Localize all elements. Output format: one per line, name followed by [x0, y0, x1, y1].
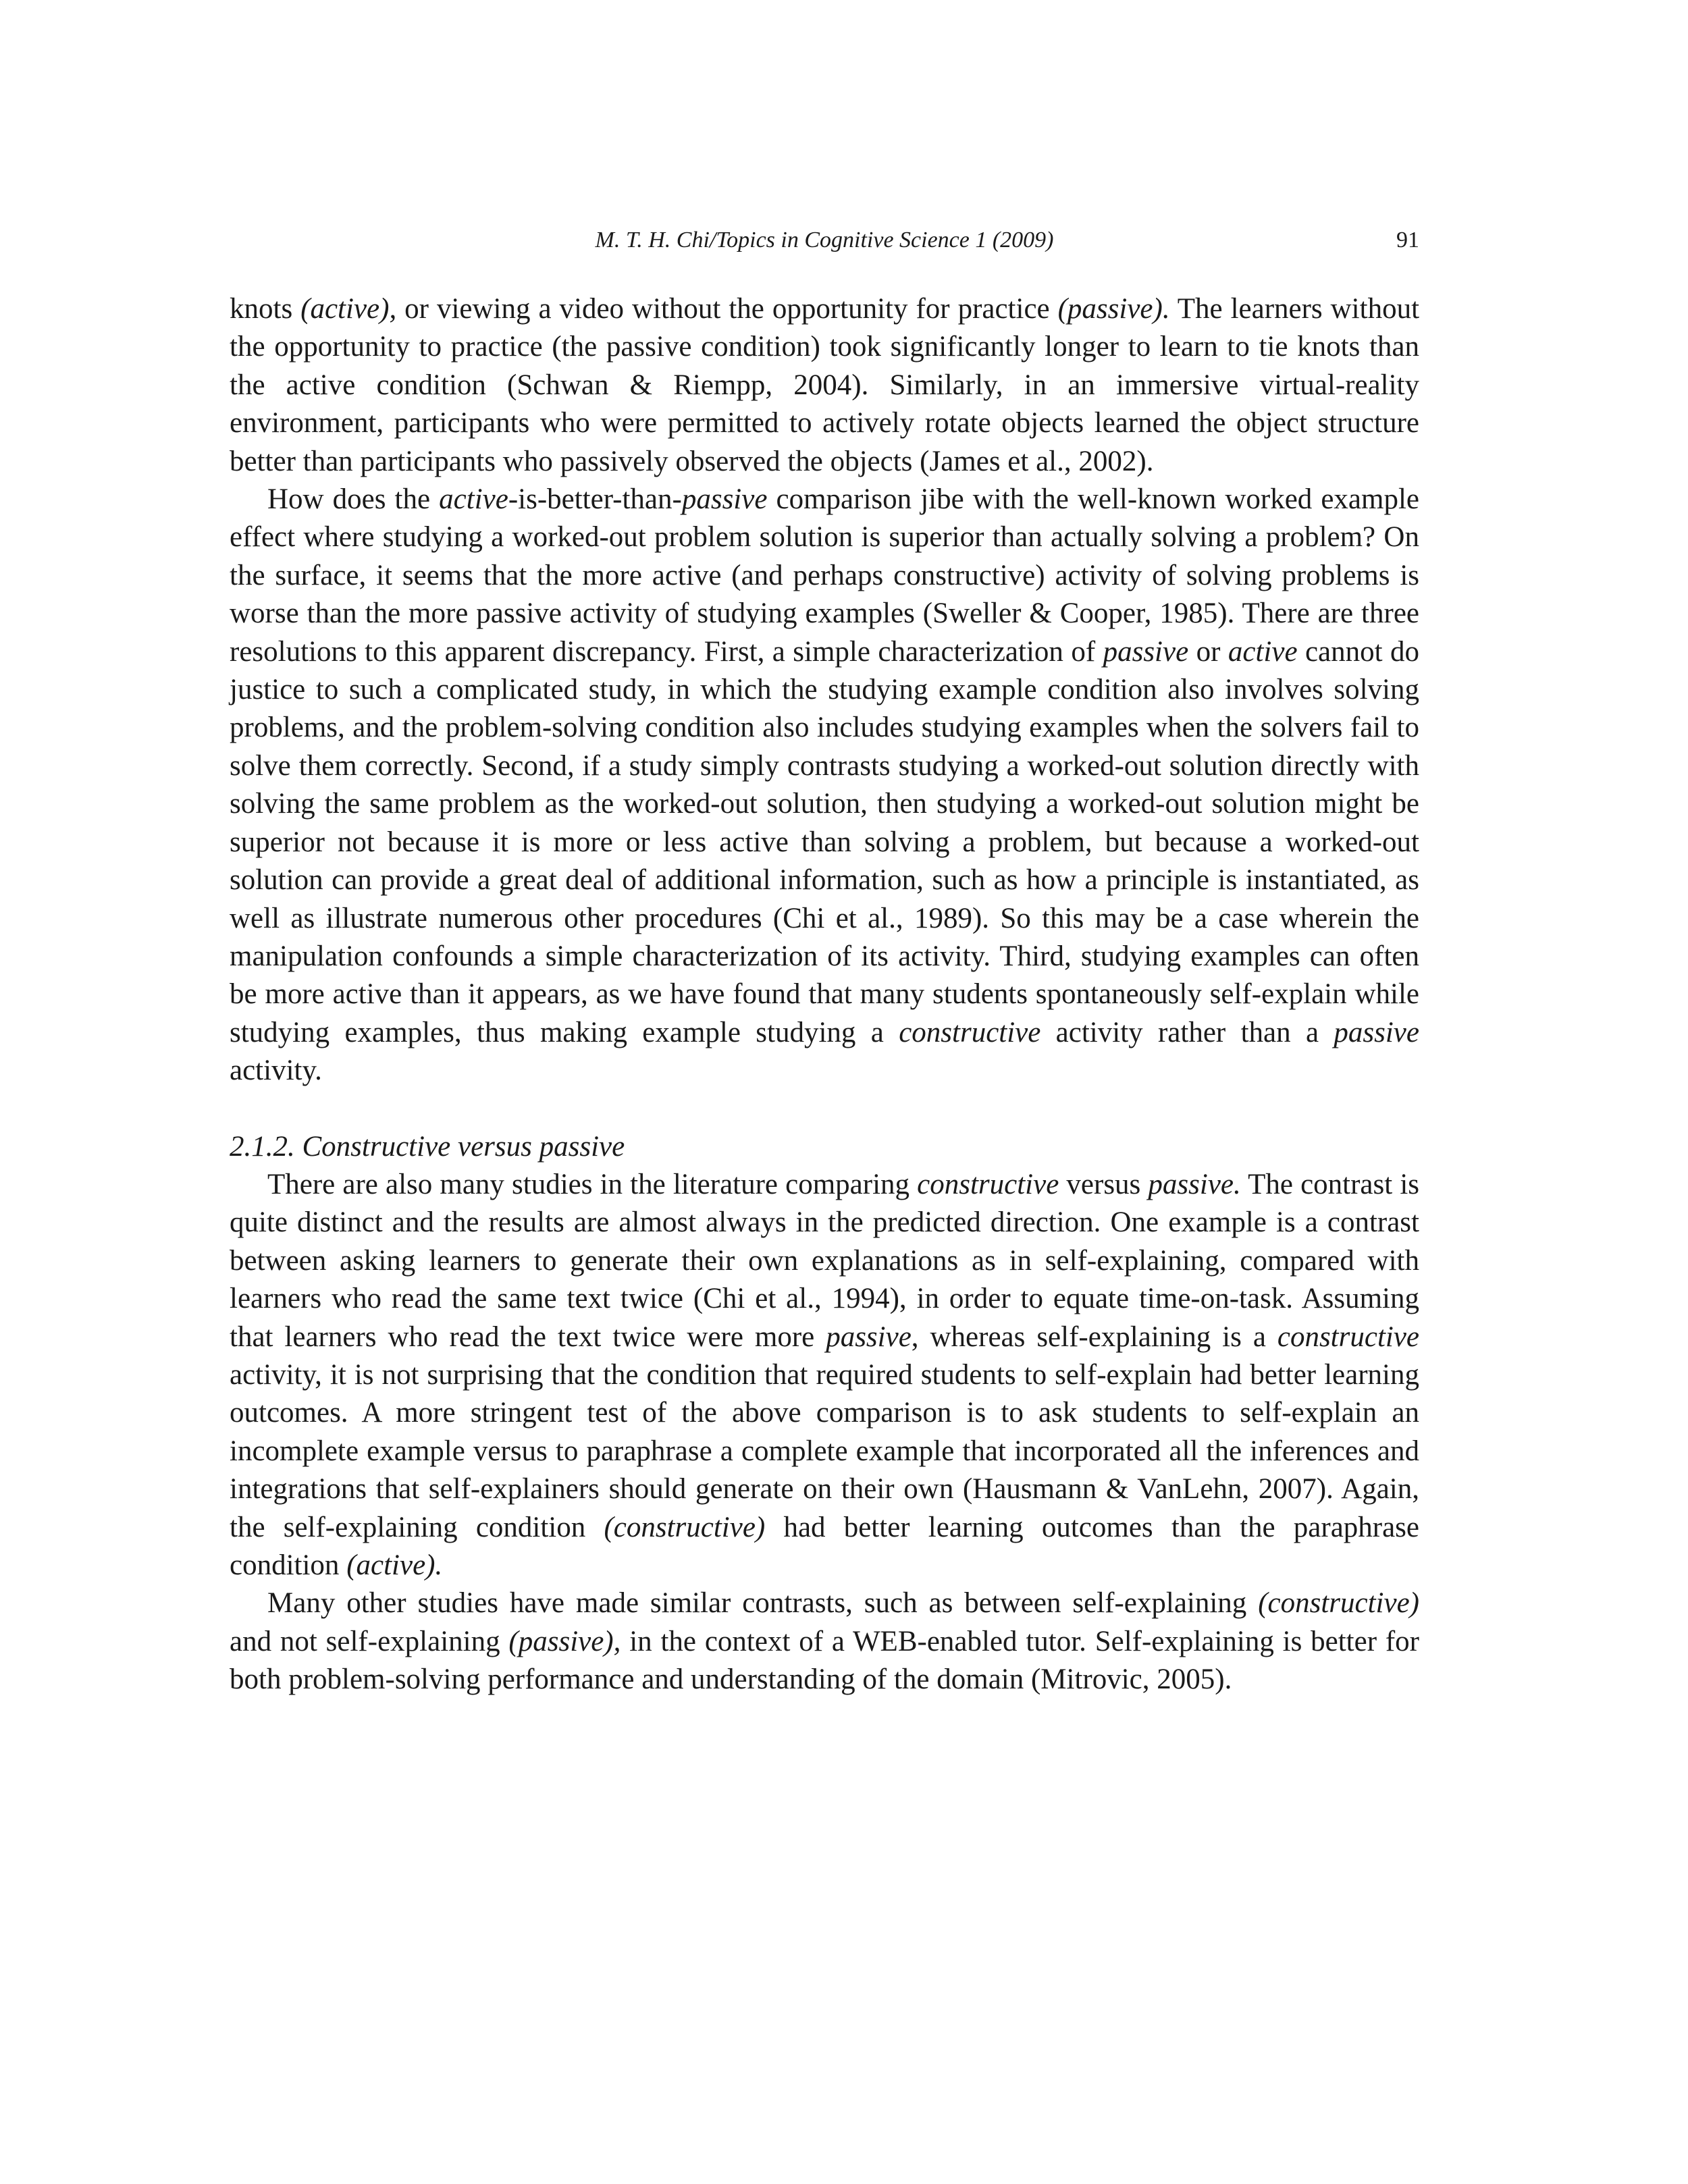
text-run: -is-better-than-	[508, 483, 682, 516]
running-head	[230, 221, 1419, 259]
italic-run: (active).	[346, 1549, 443, 1581]
italic-run: passive	[1334, 1016, 1419, 1048]
text-run: in the context of a WEB-enabled tutor. Self-explaining is better for both problem-solving performance and understanding of the domain (Mitrovic, 2005).	[230, 1625, 1419, 1696]
text-run: The learners without the opportunity to practice (the passive condition) took significantly longer to learn to tie knots than the active condition (Schwan & Riempp, 2004). Similarly, in an immersive virtual-reality environment, participants who were permitted to actively rotate objects learned the object structure better than participants who passively observed the objects (James et al., 2002).	[230, 293, 1420, 477]
text-run: How does the	[267, 483, 440, 516]
page-number: 91	[1396, 228, 1419, 252]
italic-run: active	[1228, 635, 1298, 668]
text-run: , whereas self-explaining is a	[911, 1321, 1277, 1353]
italic-run: constructive	[899, 1016, 1041, 1048]
journal-citation: M. T. H. Chi/Topics in Cognitive Science 1 (2009)	[595, 228, 1054, 252]
text-run: activity rather than a	[1040, 1016, 1334, 1048]
text-run: activity.	[230, 1055, 322, 1087]
italic-run: active	[439, 483, 508, 516]
article-body	[230, 290, 1419, 1699]
italic-run: passive	[1103, 635, 1189, 668]
text-run: knots	[230, 293, 301, 325]
italic-run: (passive).	[1057, 293, 1170, 325]
paragraph	[230, 481, 1419, 1090]
text-run: had better learning outcomes than the paraphrase condition	[230, 1511, 1420, 1581]
italic-run: (constructive)	[604, 1511, 766, 1543]
paragraph	[230, 1584, 1419, 1699]
text-run: cannot do justice to such a complicated study, in which the studying example condition also involves solving problems, and the problem-solving condition also includes studying examples when the solvers fail to solve them correctly. Second, if a study simply contrasts studying a worked-out solution directly with solving the same problem as the worked-out solution, then studying a worked-out solution might be superior not because it is more or less active than solving a problem, but because a worked-out solution can provide a great deal of additional information, such as how a principle is instantiated, as well as illustrate numerous other procedures (Chi et al., 1989). So this may be a case wherein the manipulation confounds a simple characterization of its activity. Third, studying examples can often be more active than it appears, as we have found that many students spontaneously self-explain while studying examples, thus making example studying a	[230, 635, 1420, 1048]
italic-run: (passive),	[508, 1625, 621, 1657]
text-run: and not self-explaining	[230, 1625, 509, 1657]
paragraph	[230, 1166, 1419, 1584]
text-run: or	[1188, 635, 1228, 668]
italic-run: passive.	[1148, 1168, 1241, 1200]
text-run: activity, it is not surprising that the condition that required students to self-explain had better learning outcomes. A more stringent test of the above comparison is to ask students to self-explain an incomplete example versus to paraphrase a complete example that incorporated all the inferences and integrations that self-explainers should generate on their own (Hausmann & VanLehn, 2007). Again, the self-explaining condition	[230, 1358, 1419, 1543]
text-run: The contrast is quite distinct and the results are almost always in the predicted direction. One example is a contrast between asking learners to generate their own explanations as in self-explaining, compared with learners who read the same text twice (Chi et al., 1994), in order to equate time-on-task. Assuming that learners who read the text twice were more	[230, 1168, 1420, 1353]
italic-run: (active),	[300, 293, 397, 325]
text-run: versus	[1059, 1168, 1149, 1200]
paragraph	[230, 290, 1419, 481]
section-heading: 2.1.2. Constructive versus passive	[230, 1130, 625, 1163]
italic-run: constructive	[1277, 1321, 1420, 1353]
italic-run: constructive	[917, 1168, 1059, 1200]
italic-run: passive	[681, 483, 768, 516]
text-run: or viewing a video without the opportunity for practice	[396, 293, 1058, 325]
italic-run: (constructive)	[1258, 1587, 1419, 1620]
italic-run: passive	[826, 1321, 912, 1353]
text-run: There are also many studies in the literature comparing	[267, 1168, 918, 1200]
text-run: Many other studies have made similar contrasts, such as between self-explaining	[267, 1587, 1259, 1620]
text-run: comparison jibe with the well-known worked example effect where studying a worked-out problem solution is superior than actually solving a problem? On the surface, it seems that the more active (and perhaps constructive) activity of solving problems is worse than the more passive activity of studying examples (Sweller & Cooper, 1985). There are three resolutions to this apparent discrepancy. First, a simple characterization of	[230, 483, 1419, 668]
